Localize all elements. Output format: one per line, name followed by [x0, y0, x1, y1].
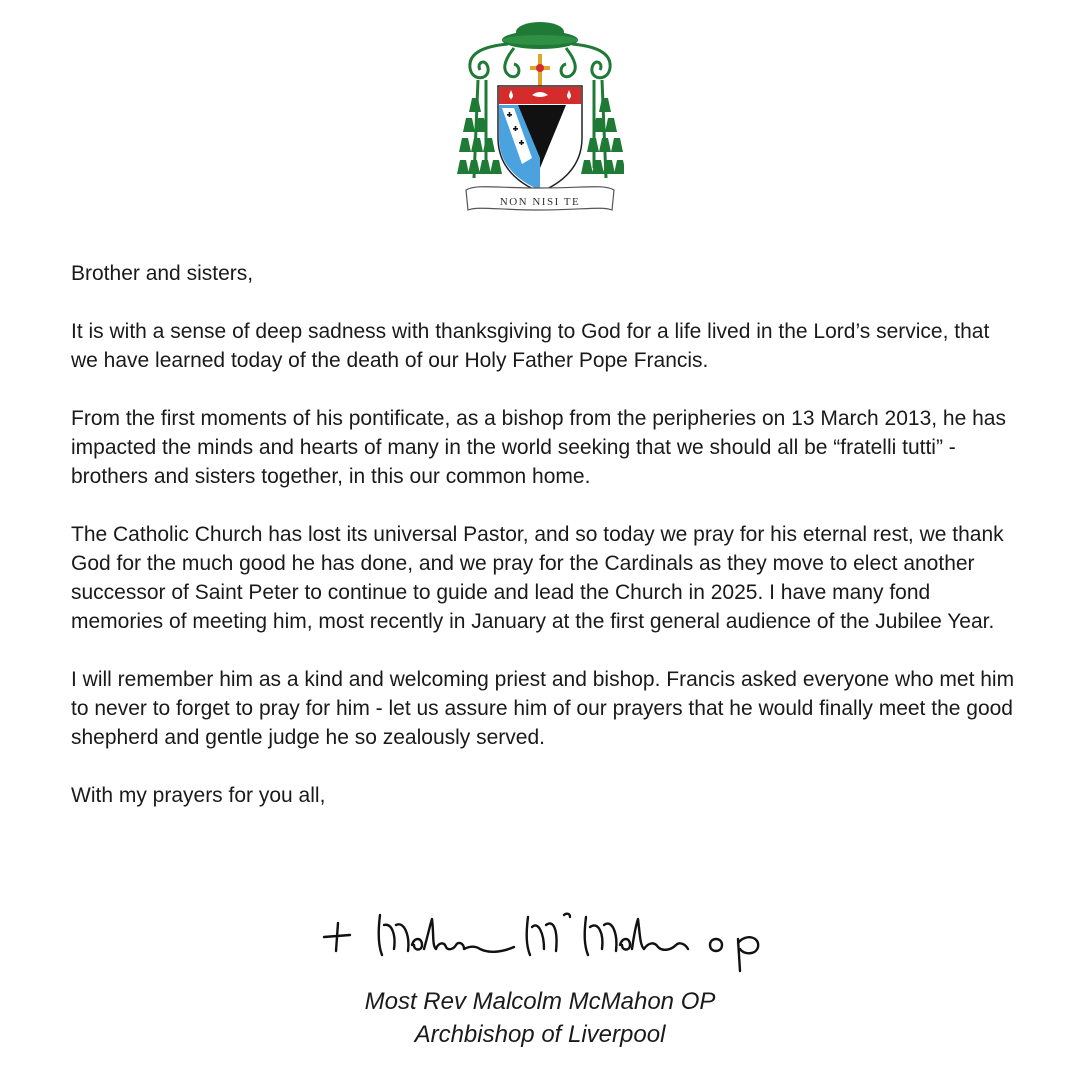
signatory-title: Archbishop of Liverpool [414, 1021, 666, 1048]
paragraph-1: It is with a sense of deep sadness with thanksgiving to God for a life lived in the Lord’s service, that we have learned today of the death of our Holy Father Pope Francis. [71, 320, 990, 372]
motto-text: NON NISI TE [499, 196, 581, 208]
paragraph-2: From the first moments of his pontificate, as a bishop from the peripheries on 13 March 2013, he has impacted the minds and hearts of many in the world seeking that we should all be “fratelli tutti” - brothers and sisters together, in this our common home. [71, 407, 1006, 488]
signature-block [240, 985, 840, 1051]
salutation: Brother and sisters, [71, 262, 254, 285]
letter-body [71, 259, 1016, 810]
signatory-name: Most Rev Malcolm McMahon OP [364, 988, 716, 1015]
handwritten-signature-icon [318, 905, 768, 977]
coat-of-arms-icon [456, 18, 624, 218]
paragraph-3: The Catholic Church has lost its universal Pastor, and so today we pray for his eternal rest, we thank God for the much good he has done, and we pray for the Cardinals as they move to elect another successor of Saint Peter to continue to guide and lead the Church in 2025. I have many fond memories of meeting him, most recently in January at the first general audience of the Jubilee Year. [71, 523, 1004, 633]
closing-line: With my prayers for you all, [71, 784, 326, 807]
paragraph-4: I will remember him as a kind and welcoming priest and bishop. Francis asked everyone who met him to never to forget to pray for him - let us assure him of our prayers that he would finally meet the good shepherd and gentle judge he so zealously served. [71, 668, 1015, 749]
